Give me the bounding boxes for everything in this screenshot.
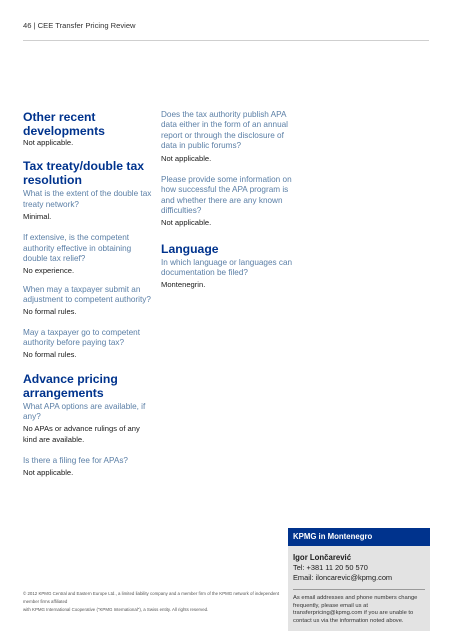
contact-divider [293,589,425,590]
contact-name: Igor Lončarević [293,553,352,562]
treaty-question-before-paying: May a taxpayer go to competent authority before paying tax? [23,327,140,348]
treaty-question-network: What is the extent of the double tax treaty network? [23,189,152,209]
contact-email: Email: iloncarevic@kpmg.com [293,573,393,582]
contact-details [288,546,430,631]
copyright-line-1: © 2012 KPMG Central and Eastern Europe Ltd., a limited liability company and a member firm of the KPMG network of independent member firms affiliated [23,591,280,604]
apa-answer-options: No APAs or advance rulings of any kind are available. [23,424,140,444]
language-heading: Language [161,241,219,256]
treaty-answer-submit-adjustment: No formal rules. [23,307,77,317]
tax-treaty-heading: Tax treaty/double tax resolution [23,159,145,188]
page-header: 46 | CEE Transfer Pricing Review [23,21,136,30]
apa-answer-publish-data: Not applicable. [161,153,212,163]
right-column [161,110,297,291]
treaty-answer-competent-authority: No experience. [23,266,75,276]
contact-title: KPMG in Montenegro [288,528,430,546]
apa-answer-filing-fee: Not applicable. [23,468,74,478]
apa-question-publish-data: Does the tax authority publish APA data either in the form of an annual report or through the disclosure of data in public forums? [161,110,288,151]
apa-answer-success: Not applicable. [161,218,212,228]
language-question: In which language or languages can documentation be filed? [161,257,293,278]
left-column [23,110,155,479]
contact-box [288,528,430,631]
header-divider [23,40,429,41]
treaty-answer-network: Minimal. [23,212,52,222]
apa-question-options: What APA options are available, if any? [23,401,146,422]
language-answer: Montenegrin. [161,280,206,290]
treaty-question-competent-authority: If extensive, is the competent authority effective in obtaining double tax relief? [23,233,132,264]
copyright-footer [23,590,285,614]
treaty-answer-before-paying: No formal rules. [23,350,77,360]
other-developments-answer: Not applicable. [23,138,74,147]
apa-question-success: Please provide some information on how successful the APA program is and whether there are any known difficulties? [161,174,292,216]
other-developments-heading: Other recent developments [23,110,105,138]
contact-phone: Tel: +381 11 20 50 570 [293,563,368,572]
copyright-line-2: with KPMG International Cooperative ("KPMG International"), a Swiss entity. All rights reserved. [23,607,209,612]
apa-question-filing-fee: Is there a filing fee for APAs? [23,455,128,465]
contact-note: As email addresses and phone numbers change frequently, please email us at transferpricing@kpmg.com if you are unable to contact us via the information noted above. [293,595,418,624]
treaty-question-submit-adjustment: When may a taxpayer submit an adjustment to competent authority? [23,284,151,305]
apa-heading: Advance pricing arrangements [23,371,118,400]
